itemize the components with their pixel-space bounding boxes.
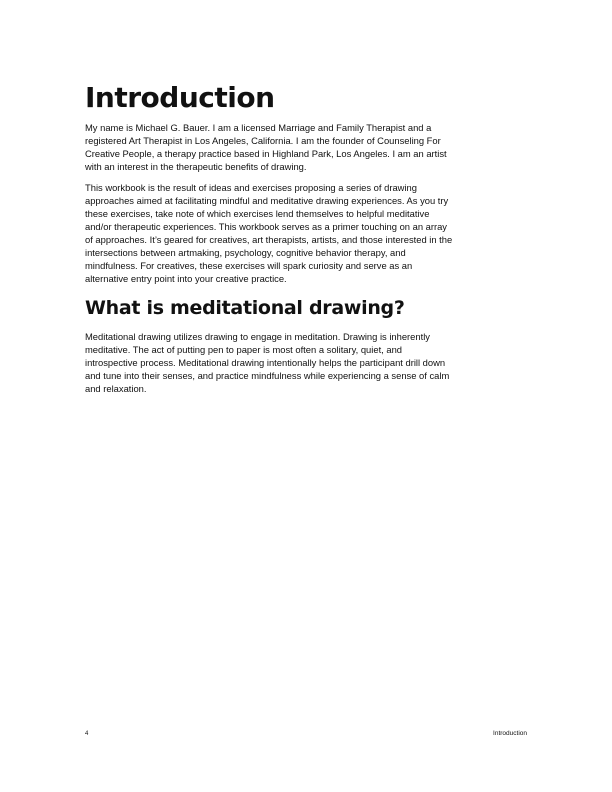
- page-title: Introduction: [85, 81, 275, 114]
- section-heading: What is meditational drawing?: [85, 297, 405, 319]
- intro-paragraph: This workbook is the result of ideas and exercises proposing a series of drawing approaches aimed at facilitating mindful and meditative drawing experiences. As you try these exercises, take note of which exercises lend themselves to helpful meditative and/or therapeutic experiences. This workbook serves as a primer touching on an array of approaches. It’s geared for creatives, art therapists, artists, and those interested in the intersections between artmaking, psychology, cognitive behavior therapy, and mindfulness. For creatives, these exercises will spark curiosity and serve as an alternative entry point into your creative practice.: [85, 182, 453, 284]
- running-head: Introduction: [493, 730, 527, 737]
- page-footer: [85, 730, 527, 740]
- page-number: 4: [85, 731, 89, 737]
- section-paragraph: Meditational drawing utilizes drawing to engage in meditation. Drawing is inherently meditative. The act of putting pen to paper is most often a solitary, quiet, and introspective process. Meditational drawing intentionally helps the participant drill down and tune into their senses, and practice mindfulness while experiencing a sense of calm and relaxation.: [85, 331, 450, 394]
- intro-paragraph: My name is Michael G. Bauer. I am a licensed Marriage and Family Therapist and a registered Art Therapist in Los Angeles, California. I am the founder of Counseling For Creative People, a therapy practice based in Highland Park, Los Angeles. I am an artist with an interest in the therapeutic benefits of drawing.: [85, 122, 447, 172]
- meditational-drawing-section: [85, 330, 455, 403]
- intro-section: [85, 121, 455, 293]
